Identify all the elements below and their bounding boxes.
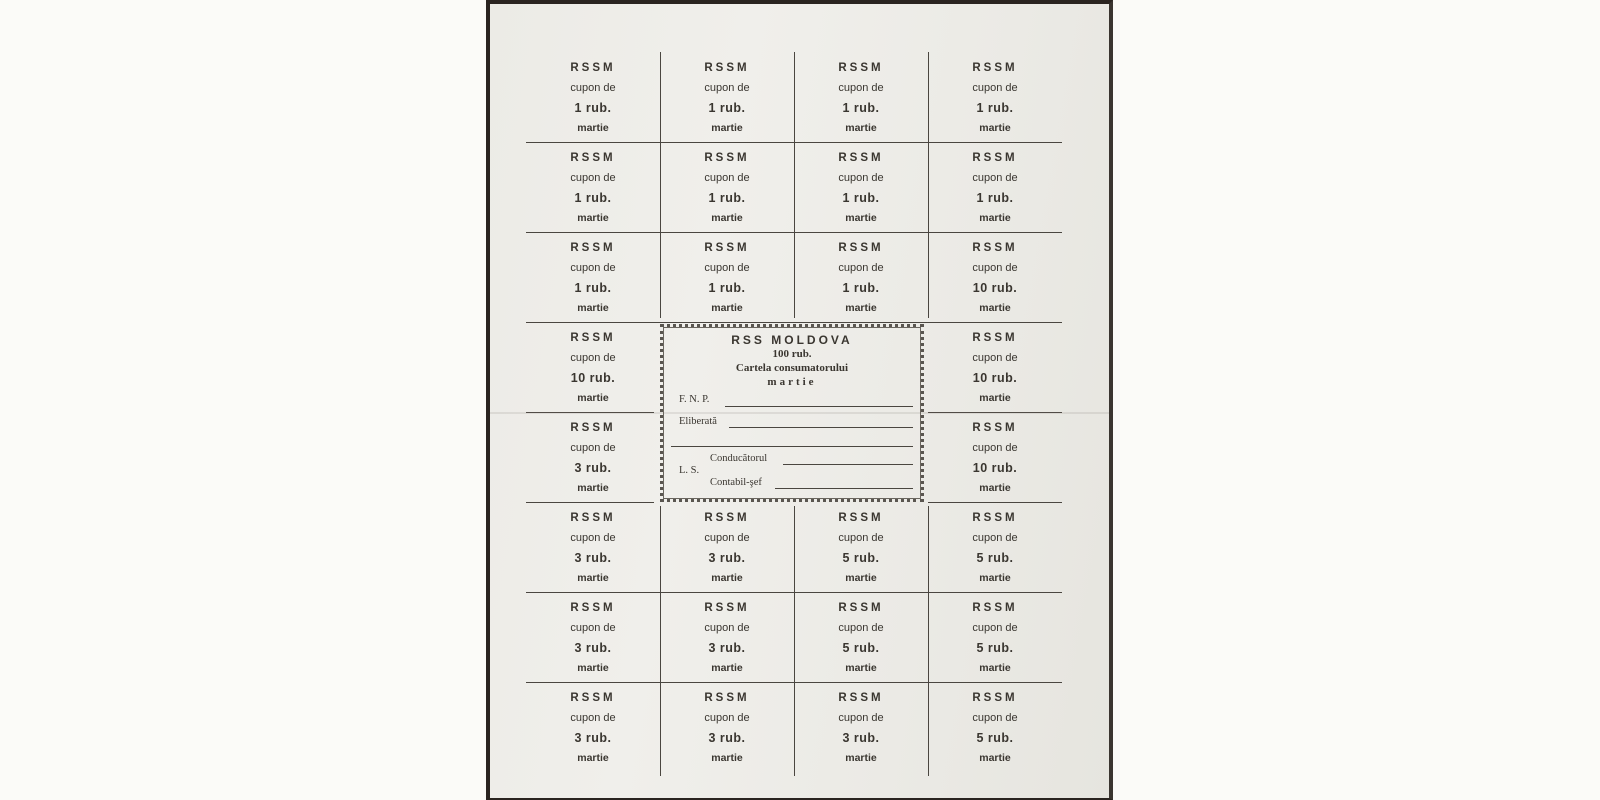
coupon-header: RSSM (972, 242, 1018, 254)
coupon-amount: 10 rub. (972, 281, 1018, 295)
coupon-cell (526, 502, 660, 592)
coupon-prefix: cupon de (838, 712, 884, 724)
row-separator (526, 412, 654, 413)
coupon-prefix: cupon de (704, 82, 750, 94)
coupon-header: RSSM (972, 422, 1018, 434)
coupon-header: RSSM (704, 62, 750, 74)
coupon-month: martie (845, 572, 877, 584)
coupon-month: martie (845, 122, 877, 134)
coupon-prefix: cupon de (704, 712, 750, 724)
coupon-cell (928, 142, 1062, 232)
coupon-prefix: cupon de (570, 622, 616, 634)
coupon-cell (794, 52, 928, 142)
card-month: martie (767, 376, 817, 388)
coupon-month: martie (577, 392, 609, 404)
coupon-header: RSSM (704, 242, 750, 254)
coupon-cell (928, 322, 1062, 412)
coupon-prefix: cupon de (838, 532, 884, 544)
coupon-prefix: cupon de (570, 82, 616, 94)
coupon-month: martie (845, 212, 877, 224)
coupon-cell (794, 232, 928, 322)
coupon-header: RSSM (704, 602, 750, 614)
coupon-prefix: cupon de (838, 82, 884, 94)
coupon-month: martie (979, 212, 1011, 224)
coupon-prefix: cupon de (972, 82, 1018, 94)
coupon-amount: 3 rub. (574, 641, 612, 655)
card-title: RSS MOLDOVA (731, 333, 853, 347)
coupon-header: RSSM (570, 422, 616, 434)
column-separator (660, 52, 661, 318)
coupon-month: martie (577, 302, 609, 314)
row-separator (928, 412, 1062, 413)
accountant-label: Contabil-şef (710, 477, 762, 488)
coupon-month: martie (711, 302, 743, 314)
coupon-prefix: cupon de (704, 532, 750, 544)
coupon-amount: 5 rub. (976, 551, 1014, 565)
column-separator (928, 52, 929, 318)
coupon-cell (660, 232, 794, 322)
coupon-header: RSSM (704, 512, 750, 524)
coupon-prefix: cupon de (972, 442, 1018, 454)
coupon-cell (526, 592, 660, 682)
coupon-prefix: cupon de (570, 352, 616, 364)
coupon-month: martie (979, 482, 1011, 494)
fnp-line (725, 406, 913, 407)
coupon-header: RSSM (972, 152, 1018, 164)
coupon-header: RSSM (838, 512, 884, 524)
coupon-cell (526, 52, 660, 142)
coupon-amount: 10 rub. (570, 371, 616, 385)
coupon-month: martie (711, 662, 743, 674)
coupon-prefix: cupon de (972, 532, 1018, 544)
coupon-header: RSSM (972, 332, 1018, 344)
coupon-prefix: cupon de (838, 172, 884, 184)
ration-card-sheet (486, 0, 1113, 800)
coupon-amount: 5 rub. (976, 641, 1014, 655)
coupon-cell (928, 52, 1062, 142)
coupon-prefix: cupon de (972, 622, 1018, 634)
coupon-prefix: cupon de (838, 262, 884, 274)
coupon-amount: 10 rub. (972, 461, 1018, 475)
row-separator (526, 322, 1062, 323)
card-name: Cartela consumatorului (735, 362, 849, 374)
head-label: Conducătorul (710, 453, 768, 464)
coupon-amount: 1 rub. (708, 281, 746, 295)
coupon-amount: 1 rub. (976, 101, 1014, 115)
coupon-amount: 3 rub. (708, 641, 746, 655)
coupon-cell (526, 322, 660, 412)
coupon-header: RSSM (570, 512, 616, 524)
coupon-amount: 1 rub. (574, 191, 612, 205)
coupon-cell (928, 502, 1062, 592)
coupon-prefix: cupon de (838, 622, 884, 634)
coupon-cell (794, 142, 928, 232)
coupon-header: RSSM (972, 512, 1018, 524)
coupon-prefix: cupon de (570, 532, 616, 544)
coupon-header: RSSM (838, 602, 884, 614)
coupon-header: RSSM (838, 62, 884, 74)
coupon-amount: 1 rub. (708, 101, 746, 115)
coupon-month: martie (845, 662, 877, 674)
consumer-card-panel (660, 324, 924, 502)
coupon-cell (660, 502, 794, 592)
coupon-amount: 1 rub. (842, 101, 880, 115)
coupon-cell (928, 232, 1062, 322)
coupon-header: RSSM (570, 152, 616, 164)
coupon-month: martie (979, 662, 1011, 674)
coupon-cell (526, 412, 660, 502)
coupon-header: RSSM (704, 152, 750, 164)
coupon-header: RSSM (570, 602, 616, 614)
coupon-cell (794, 592, 928, 682)
coupon-amount: 3 rub. (574, 461, 612, 475)
column-separator (794, 506, 795, 776)
coupon-month: martie (979, 302, 1011, 314)
coupon-prefix: cupon de (704, 172, 750, 184)
coupon-amount: 1 rub. (574, 101, 612, 115)
coupon-month: martie (979, 752, 1011, 764)
coupon-prefix: cupon de (570, 712, 616, 724)
coupon-cell (794, 682, 928, 772)
coupon-month: martie (577, 482, 609, 494)
coupon-header: RSSM (838, 152, 884, 164)
coupon-prefix: cupon de (570, 442, 616, 454)
coupon-month: martie (979, 572, 1011, 584)
coupon-prefix: cupon de (704, 622, 750, 634)
coupon-cell (660, 52, 794, 142)
coupon-amount: 5 rub. (842, 551, 880, 565)
coupon-amount: 3 rub. (574, 731, 612, 745)
coupon-header: RSSM (972, 692, 1018, 704)
coupon-amount: 1 rub. (708, 191, 746, 205)
coupon-amount: 1 rub. (976, 191, 1014, 205)
coupon-prefix: cupon de (570, 262, 616, 274)
coupon-header: RSSM (570, 62, 616, 74)
coupon-cell (526, 142, 660, 232)
coupon-cell (660, 682, 794, 772)
coupon-header: RSSM (838, 692, 884, 704)
accountant-line (775, 488, 913, 489)
fnp-label: F. N. P. (679, 394, 710, 405)
coupon-prefix: cupon de (704, 262, 750, 274)
coupon-month: martie (577, 122, 609, 134)
column-separator (928, 506, 929, 776)
coupon-amount: 5 rub. (976, 731, 1014, 745)
coupon-prefix: cupon de (972, 712, 1018, 724)
coupon-month: martie (979, 122, 1011, 134)
coupon-amount: 1 rub. (842, 281, 880, 295)
coupon-header: RSSM (972, 62, 1018, 74)
coupon-month: martie (845, 752, 877, 764)
coupon-cell (526, 232, 660, 322)
column-separator (660, 506, 661, 776)
coupon-amount: 3 rub. (708, 551, 746, 565)
coupon-header: RSSM (570, 692, 616, 704)
coupon-month: martie (577, 572, 609, 584)
coupon-amount: 3 rub. (842, 731, 880, 745)
issued-label: Eliberată (679, 416, 717, 427)
coupon-amount: 1 rub. (842, 191, 880, 205)
coupon-header: RSSM (838, 242, 884, 254)
coupon-month: martie (711, 212, 743, 224)
coupon-month: martie (711, 752, 743, 764)
coupon-month: martie (577, 212, 609, 224)
coupon-month: martie (577, 752, 609, 764)
coupon-prefix: cupon de (972, 352, 1018, 364)
coupon-header: RSSM (570, 332, 616, 344)
row-separator (928, 502, 1062, 503)
coupon-prefix: cupon de (570, 172, 616, 184)
ls-label: L. S. (679, 465, 700, 476)
coupon-month: martie (979, 392, 1011, 404)
card-amount: 100 rub. (772, 348, 812, 360)
column-separator (794, 52, 795, 318)
coupon-cell (928, 682, 1062, 772)
coupon-cell (526, 682, 660, 772)
coupon-amount: 3 rub. (708, 731, 746, 745)
coupon-amount: 3 rub. (574, 551, 612, 565)
coupon-header: RSSM (570, 242, 616, 254)
coupon-amount: 1 rub. (574, 281, 612, 295)
coupon-cell (794, 502, 928, 592)
coupon-prefix: cupon de (972, 172, 1018, 184)
coupon-cell (928, 592, 1062, 682)
head-line (783, 464, 913, 465)
coupon-month: martie (845, 302, 877, 314)
coupon-cell (928, 412, 1062, 502)
coupon-cell (660, 142, 794, 232)
row-separator (526, 502, 654, 503)
coupon-month: martie (711, 122, 743, 134)
issued-line (729, 427, 913, 428)
coupon-header: RSSM (972, 602, 1018, 614)
coupon-month: martie (577, 662, 609, 674)
coupon-amount: 10 rub. (972, 371, 1018, 385)
issued-line-2 (671, 446, 913, 447)
coupon-prefix: cupon de (972, 262, 1018, 274)
coupon-month: martie (711, 572, 743, 584)
coupon-header: RSSM (704, 692, 750, 704)
coupon-cell (660, 592, 794, 682)
coupon-amount: 5 rub. (842, 641, 880, 655)
